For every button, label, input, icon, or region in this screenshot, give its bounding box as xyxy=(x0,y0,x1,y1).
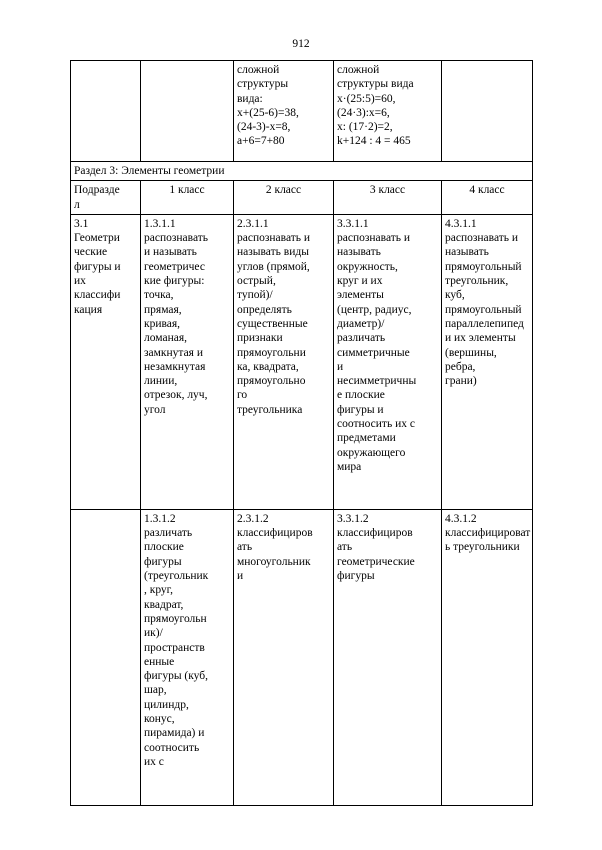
column-header-grade2: 2 класс xyxy=(234,181,334,215)
table-cell xyxy=(141,61,234,162)
table-row xyxy=(71,509,533,805)
objective-cell-grade2: 2.3.1.1 распознавать и называть виды углов (прямой, острый, тупой)/ определять существенные признаки прямоугольни ка, квадрата, прямоугольно го треугольника xyxy=(234,214,334,509)
objective-cell-grade4: 4.3.1.2 классифицироват ь треугольники xyxy=(442,509,533,805)
subsection-cell: 3.1 Геометри ческие фигуры и их классифи кация xyxy=(71,214,141,509)
column-header-grade4: 4 класс xyxy=(442,181,533,215)
table-cell-grade2-continuation: сложной структуры вида: x+(25-6)=38, (24-3)-x=8, a+6=7+80 xyxy=(234,61,334,162)
curriculum-table xyxy=(70,60,533,806)
table-header-row xyxy=(71,181,533,215)
page-number: 912 xyxy=(292,38,310,50)
objective-cell-grade3: 3.3.1.1 распознавать и называть окружность, круг и их элементы (центр, радиус, диаметр)/ различать симметричные и несимметричны е плоские фигуры и соотносить их с предметами окружающего мира xyxy=(334,214,442,509)
objective-cell-grade1: 1.3.1.1 распознавать и называть геометричес кие фигуры: точка, прямая, кривая, ломаная, замкнутая и незамкнутая линии, отрезок, луч, угол xyxy=(141,214,234,509)
table-cell-grade3-continuation: сложной структуры вида x·(25:5)=60, (24·3):x=6, x: (17·2)=2, k+124 : 4 = 465 xyxy=(334,61,442,162)
objective-cell-grade1: 1.3.1.2 различать плоские фигуры (треугольник , круг, квадрат, прямоугольн ик)/ пространств енные фигуры (куб, шар, цилиндр, конус, пирамида) и соотносить их с xyxy=(141,509,234,805)
table-row xyxy=(71,214,533,509)
subsection-cell xyxy=(71,509,141,805)
objective-cell-grade4: 4.3.1.1 распознавать и называть прямоугольный треугольник, куб, прямоугольный параллелепипед и их элементы (вершины, ребра, грани) xyxy=(442,214,533,509)
column-header-grade3: 3 класс xyxy=(334,181,442,215)
table-cell xyxy=(442,61,533,162)
section-title: Раздел 3: Элементы геометрии xyxy=(71,162,533,181)
table-cell xyxy=(71,61,141,162)
column-header-subsection: Подразде л xyxy=(71,181,141,215)
table-row-section xyxy=(71,162,533,181)
objective-cell-grade2: 2.3.1.2 классифициров ать многоугольник и xyxy=(234,509,334,805)
objective-cell-grade3: 3.3.1.2 классифициров ать геометрические фигуры xyxy=(334,509,442,805)
table-row-continuation xyxy=(71,61,533,162)
column-header-grade1: 1 класс xyxy=(141,181,234,215)
